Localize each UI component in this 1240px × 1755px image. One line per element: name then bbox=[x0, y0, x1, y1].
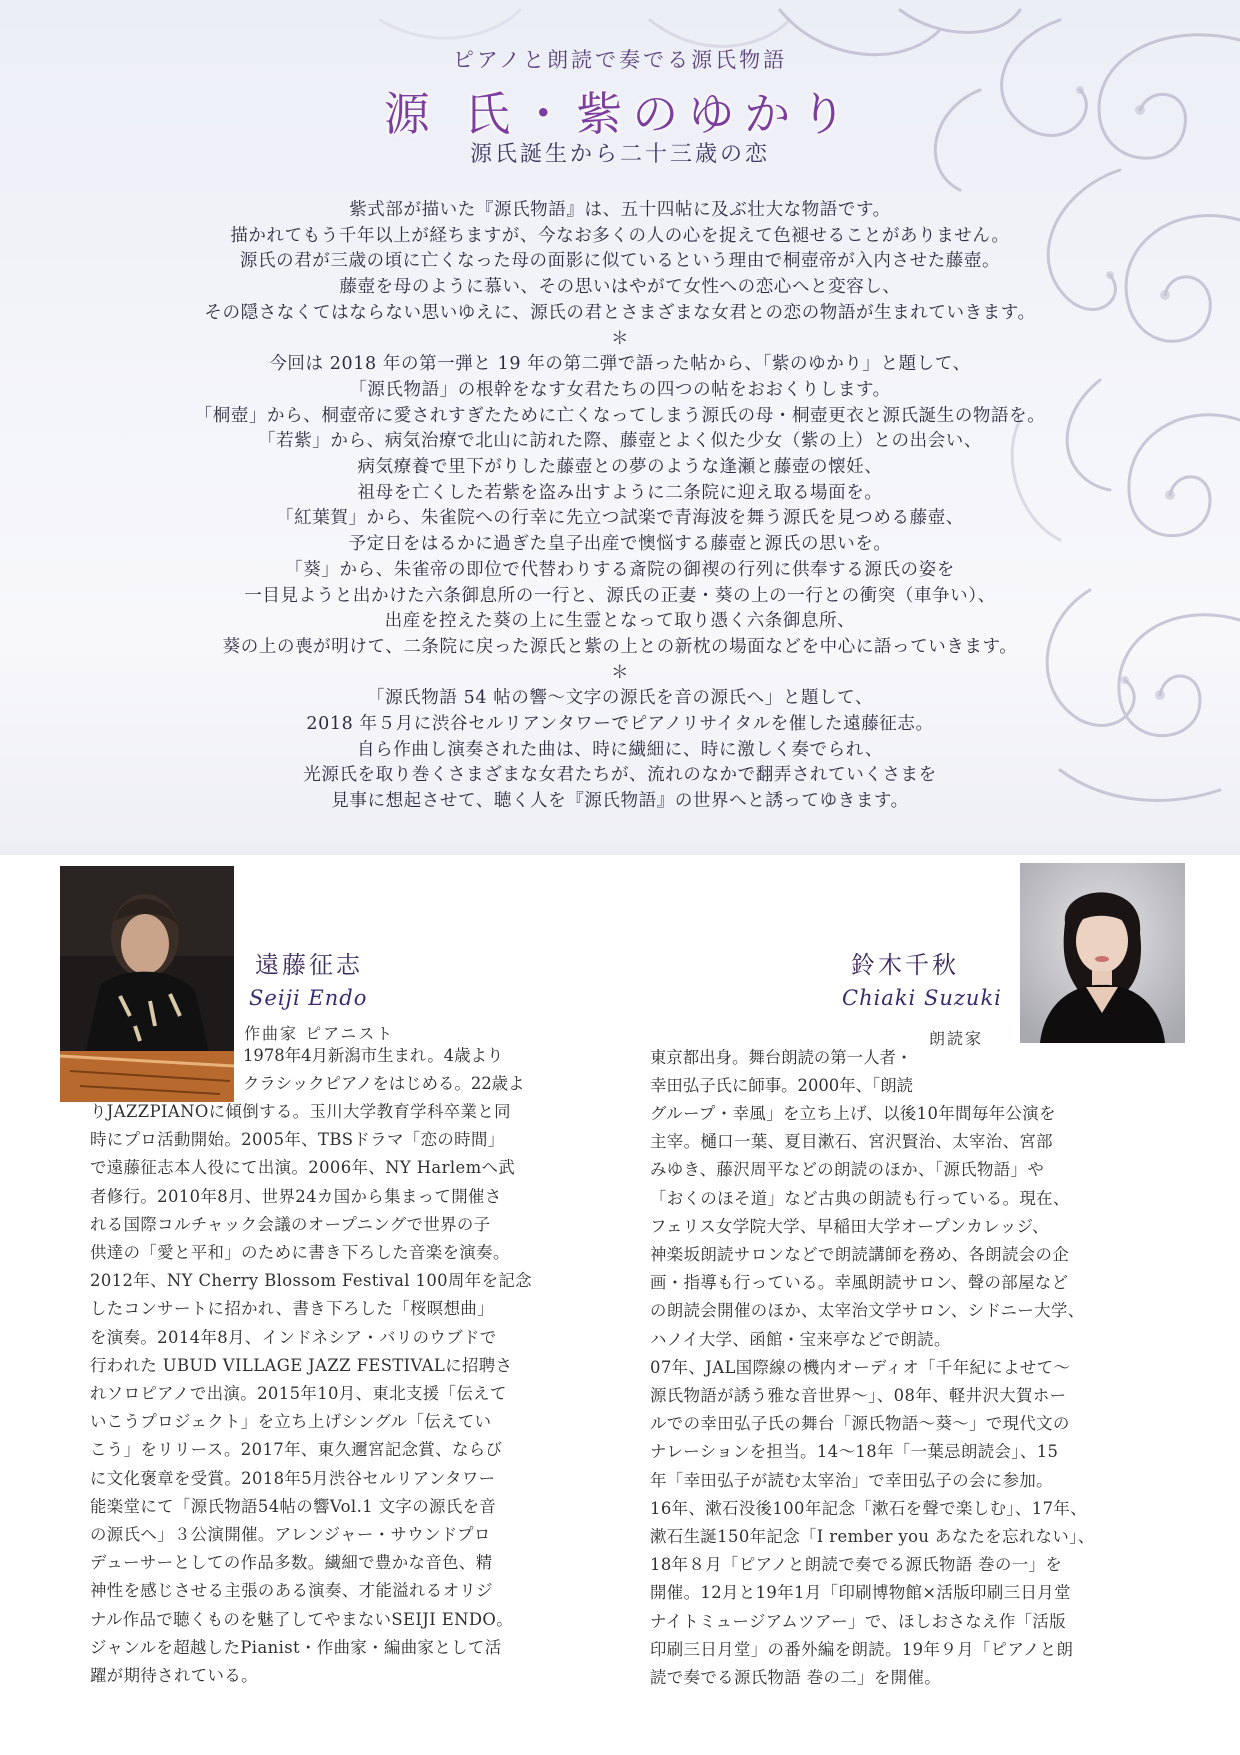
intro-line: 紫式部が描いた『源氏物語』は、五十四帖に及ぶ壮大な物語です。 bbox=[349, 200, 891, 220]
bio-line: 印刷三日月堂」の番外編を朗読。19年９月「ピアノと朗 bbox=[650, 1639, 1074, 1659]
intro-line: 「葵」から、朱雀帝の即位で代替わりする斎院の御禊の行列に供奉する源氏の姿を bbox=[285, 559, 955, 580]
bio-line: デューサーとしての作品多数。繊細で豊かな音色、精 bbox=[90, 1553, 493, 1573]
intro-line: 予定日をはるかに過ぎた皇子出産で懊悩する藤壺と源氏の思いを。 bbox=[348, 534, 892, 555]
intro-line: 病気療養で里下がりした藤壺との夢のような逢瀬と藤壺の懐妊、 bbox=[357, 457, 883, 478]
bio-line: 開催。12月と19年1月「印刷博物館×活版印刷三日月堂 bbox=[650, 1583, 1071, 1603]
header-kicker: ピアノと朗読で奏でる源氏物語 bbox=[452, 48, 788, 72]
intro-line: 自ら作曲し演奏された曲は、時に繊細に、時に激しく奏でられ、 bbox=[357, 739, 883, 760]
intro-line: 出産を控えた葵の上に生霊となって取り憑く六条御息所、 bbox=[384, 611, 856, 632]
bio-line: ナレーションを担当。14～18年「一葉忌朗読会」、15 bbox=[650, 1442, 1059, 1462]
bio-line: 読で奏でる源氏物語 巻の二」を開催。 bbox=[650, 1668, 942, 1688]
bio-line: の源氏へ」３公演開催。アレンジャー・サウンドプロ bbox=[90, 1525, 491, 1545]
bio-line: グループ・幸風」を立ち上げ、以後10年間毎年公演を bbox=[650, 1104, 1056, 1123]
bio-line: ナイトミュージアムツアー」で、ほしおさなえ作「活版 bbox=[650, 1611, 1066, 1631]
intro-line: 葵の上の喪が明けて、二条院に戻った源氏と紫の上との新枕の場面などを中心に語っていきます。 bbox=[222, 636, 1018, 657]
suzuki-bio-lead bbox=[650, 1044, 913, 1100]
intro-line: 「源氏物語 54 帖の響～文字の源氏を音の源氏へ」と題して、 bbox=[366, 688, 874, 709]
bio-line: 源氏物語が誘う雅な音世界～」、08年、軽井沢大賀ホー bbox=[650, 1386, 1067, 1406]
bio-line: 神性を感じさせる主張のある演奏、才能溢れるオリジ bbox=[90, 1581, 493, 1601]
intro-separator: ＊ bbox=[610, 662, 630, 683]
bio-line: 07年、JAL国際線の機内オーディオ「千年紀によせて～ bbox=[650, 1357, 1071, 1377]
endo-role: 作曲家 ピアニスト bbox=[244, 1024, 395, 1043]
intro-line: 藤壺を母のように慕い、その思いはやがて女性への恋心へと変容し、 bbox=[339, 277, 901, 298]
intro-separator: ＊ bbox=[610, 328, 630, 349]
intro-line: 光源氏を取り巻くさまざまな女君たちが、流れのなかで翻弄されていくさまを bbox=[303, 765, 937, 786]
intro-line: 「源氏物語」の根幹をなす女君たちの四つの帖をおおくりします。 bbox=[349, 379, 891, 400]
bio-line: で遠藤征志本人役にて出演。2006年、NY Harlemへ武 bbox=[90, 1158, 516, 1178]
bio-line: したコンサートに招かれ、書き下ろした「桜暝想曲」 bbox=[90, 1299, 494, 1319]
intro-line: その隠さなくてはならない思いゆえに、源氏の君とさまざまな女君との恋の物語が生まれていきます。 bbox=[204, 302, 1036, 323]
bio-line: 東京都出身。舞台朗読の第一人者・ bbox=[650, 1048, 913, 1067]
bio-line: 16年、漱石没後100年記念「漱石を聲で楽しむ」、17年、 bbox=[650, 1498, 1087, 1518]
endo-photo bbox=[60, 866, 234, 1102]
intro-text bbox=[100, 198, 1140, 815]
suzuki-photo bbox=[1020, 863, 1185, 1043]
bio-line: ジャンルを超越したPianist・作曲家・編曲家として活 bbox=[90, 1637, 502, 1657]
bio-line: れソロピアノで出演。2015年10月、東北支援「伝えて bbox=[90, 1384, 507, 1404]
bio-line: フェリス女学院大学、早稲田大学オープンカレッジ、 bbox=[650, 1216, 1049, 1236]
endo-bio bbox=[90, 1098, 532, 1690]
bio-line: クラシックピアノをはじめる。22歳よ bbox=[243, 1074, 525, 1094]
bio-line: 漱石生誕150年記念「I rember you あなたを忘れない」、 bbox=[650, 1527, 1095, 1547]
suzuki-name-en: Chiaki Suzuki bbox=[842, 986, 1002, 1010]
endo-name-jp: 遠藤征志 bbox=[255, 951, 363, 979]
pianist-portrait-image bbox=[60, 866, 234, 1102]
bio-line: 能楽堂にて「源氏物語54帖の響Vol.1 文字の源氏を音 bbox=[90, 1496, 497, 1516]
intro-panel bbox=[0, 0, 1240, 855]
bio-line: に文化褒章を受賞。2018年5月渋谷セルリアンタワー bbox=[90, 1468, 496, 1488]
bio-line: の朗読会開催のほか、太宰治文学サロン、シドニー大学、 bbox=[650, 1301, 1085, 1321]
bio-line: 躍が期待されている。 bbox=[90, 1666, 258, 1686]
bio-line: りJAZZPIANOに傾倒する。玉川大学教育学科卒業と同 bbox=[90, 1102, 511, 1121]
bio-line: 神楽坂朗読サロンなどで朗読講師を務め、各朗読会の企 bbox=[650, 1245, 1070, 1265]
bio-line: 幸田弘子氏に師事。2000年、「朗読 bbox=[650, 1076, 913, 1096]
intro-line: 「紅葉賀」から、朱雀院への行幸に先立つ試楽で青海波を舞う源氏を見つめる藤壺、 bbox=[276, 508, 964, 529]
intro-line: 源氏の君が三歳の頃に亡くなった母の面影に似ているという理由で桐壺帝が入内させた藤壺。 bbox=[239, 251, 1001, 272]
bio-line: を演奏。2014年8月、インドネシア・バリのウブドで bbox=[90, 1327, 497, 1347]
suzuki-role: 朗読家 bbox=[929, 1029, 984, 1048]
suzuki-name-jp: 鈴木千秋 bbox=[851, 951, 959, 979]
bio-line: 18年８月「ピアノと朗読で奏でる源氏物語 巻の一」を bbox=[650, 1555, 1063, 1575]
bio-line: ナル作品で聴くものを魅了してやまないSEIJI ENDO。 bbox=[90, 1609, 514, 1629]
bio-line: こう」をリリース。2017年、東久邇宮記念賞、ならび bbox=[90, 1440, 503, 1460]
intro-line: 見事に想起させて、聴く人を『源氏物語』の世界へと誘ってゆきます。 bbox=[331, 791, 909, 812]
page-subtitle: 源氏誕生から二十三歳の恋 bbox=[469, 142, 770, 167]
intro-line: 一目見ようと出かけた六条御息所の一行と、源氏の正妻・葵の上の一行との衝突（車争い）、 bbox=[244, 585, 996, 606]
intro-line: 2018 年５月に渋谷セルリアンタワーでピアノリサイタルを催した遠藤征志。 bbox=[306, 714, 934, 735]
intro-line: 祖母を亡くした若紫を盗み出すように二条院に迎え取る場面を。 bbox=[357, 482, 883, 503]
bio-line: いこうプロジェクト」を立ち上げシングル「伝えてい bbox=[90, 1412, 492, 1432]
endo-name-en: Seiji Endo bbox=[249, 986, 368, 1010]
bio-line: 2012年、NY Cherry Blossom Festival 100周年を記念 bbox=[90, 1271, 532, 1291]
bio-line: ハノイ大学、函館・宝来亭などで朗読。 bbox=[650, 1329, 951, 1349]
bio-line: 時にプロ活動開始。2005年、TBSドラマ「恋の時間」 bbox=[90, 1130, 505, 1150]
bio-line: れる国際コルチャック会議のオープニングで世界の子 bbox=[90, 1214, 491, 1234]
bio-line: 画・指導も行っている。幸風朗読サロン、聲の部屋など bbox=[650, 1273, 1069, 1293]
bio-line: 1978年4月新潟市生まれ。4歳より bbox=[243, 1046, 504, 1065]
reciter-portrait-image bbox=[1020, 863, 1185, 1043]
bio-line: みゆき、藤沢周平などの朗読のほか、「源氏物語」や bbox=[650, 1160, 1045, 1180]
bio-line: 主宰。樋口一葉、夏目漱石、宮沢賢治、太宰治、宮部 bbox=[650, 1132, 1053, 1152]
bio-line: 行われた UBUD VILLAGE JAZZ FESTIVALに招聘さ bbox=[90, 1355, 513, 1375]
intro-line: 「桐壺」から、桐壺帝に愛されすぎたために亡くなってしまう源氏の母・桐壺更衣と源氏誕生の物語を。 bbox=[194, 405, 1046, 426]
intro-line: 「若紫」から、病気治療で北山に訪れた際、藤壺とよく似た少女（紫の上）との出会い、 bbox=[258, 431, 982, 452]
bio-line: 「おくのほそ道」など古典の朗読も行っている。現在、 bbox=[650, 1188, 1070, 1208]
page-title: 源 氏・紫のゆかり bbox=[383, 87, 857, 141]
bio-line: 供達の「愛と平和」のために書き下ろした音楽を演奏。 bbox=[90, 1243, 510, 1263]
intro-line: 今回は 2018 年の第一弾と 19 年の第二弾で語った帖から、「紫のゆかり」と題して、 bbox=[269, 354, 971, 375]
endo-bio-lead bbox=[243, 1042, 524, 1098]
bio-line: 年「幸田弘子が読む太宰治」で幸田弘子の会に参加。 bbox=[650, 1470, 1053, 1490]
bio-line: ルでの幸田弘子氏の舞台「源氏物語～葵～」で現代文の bbox=[650, 1414, 1070, 1434]
suzuki-bio bbox=[650, 1100, 1095, 1692]
intro-line: 描かれてもう千年以上が経ちますが、今なお多くの人の心を捉えて色褪せることがありません。 bbox=[230, 225, 1010, 246]
bio-line: 者修行。2010年8月、世界24カ国から集まって開催さ bbox=[90, 1186, 502, 1206]
